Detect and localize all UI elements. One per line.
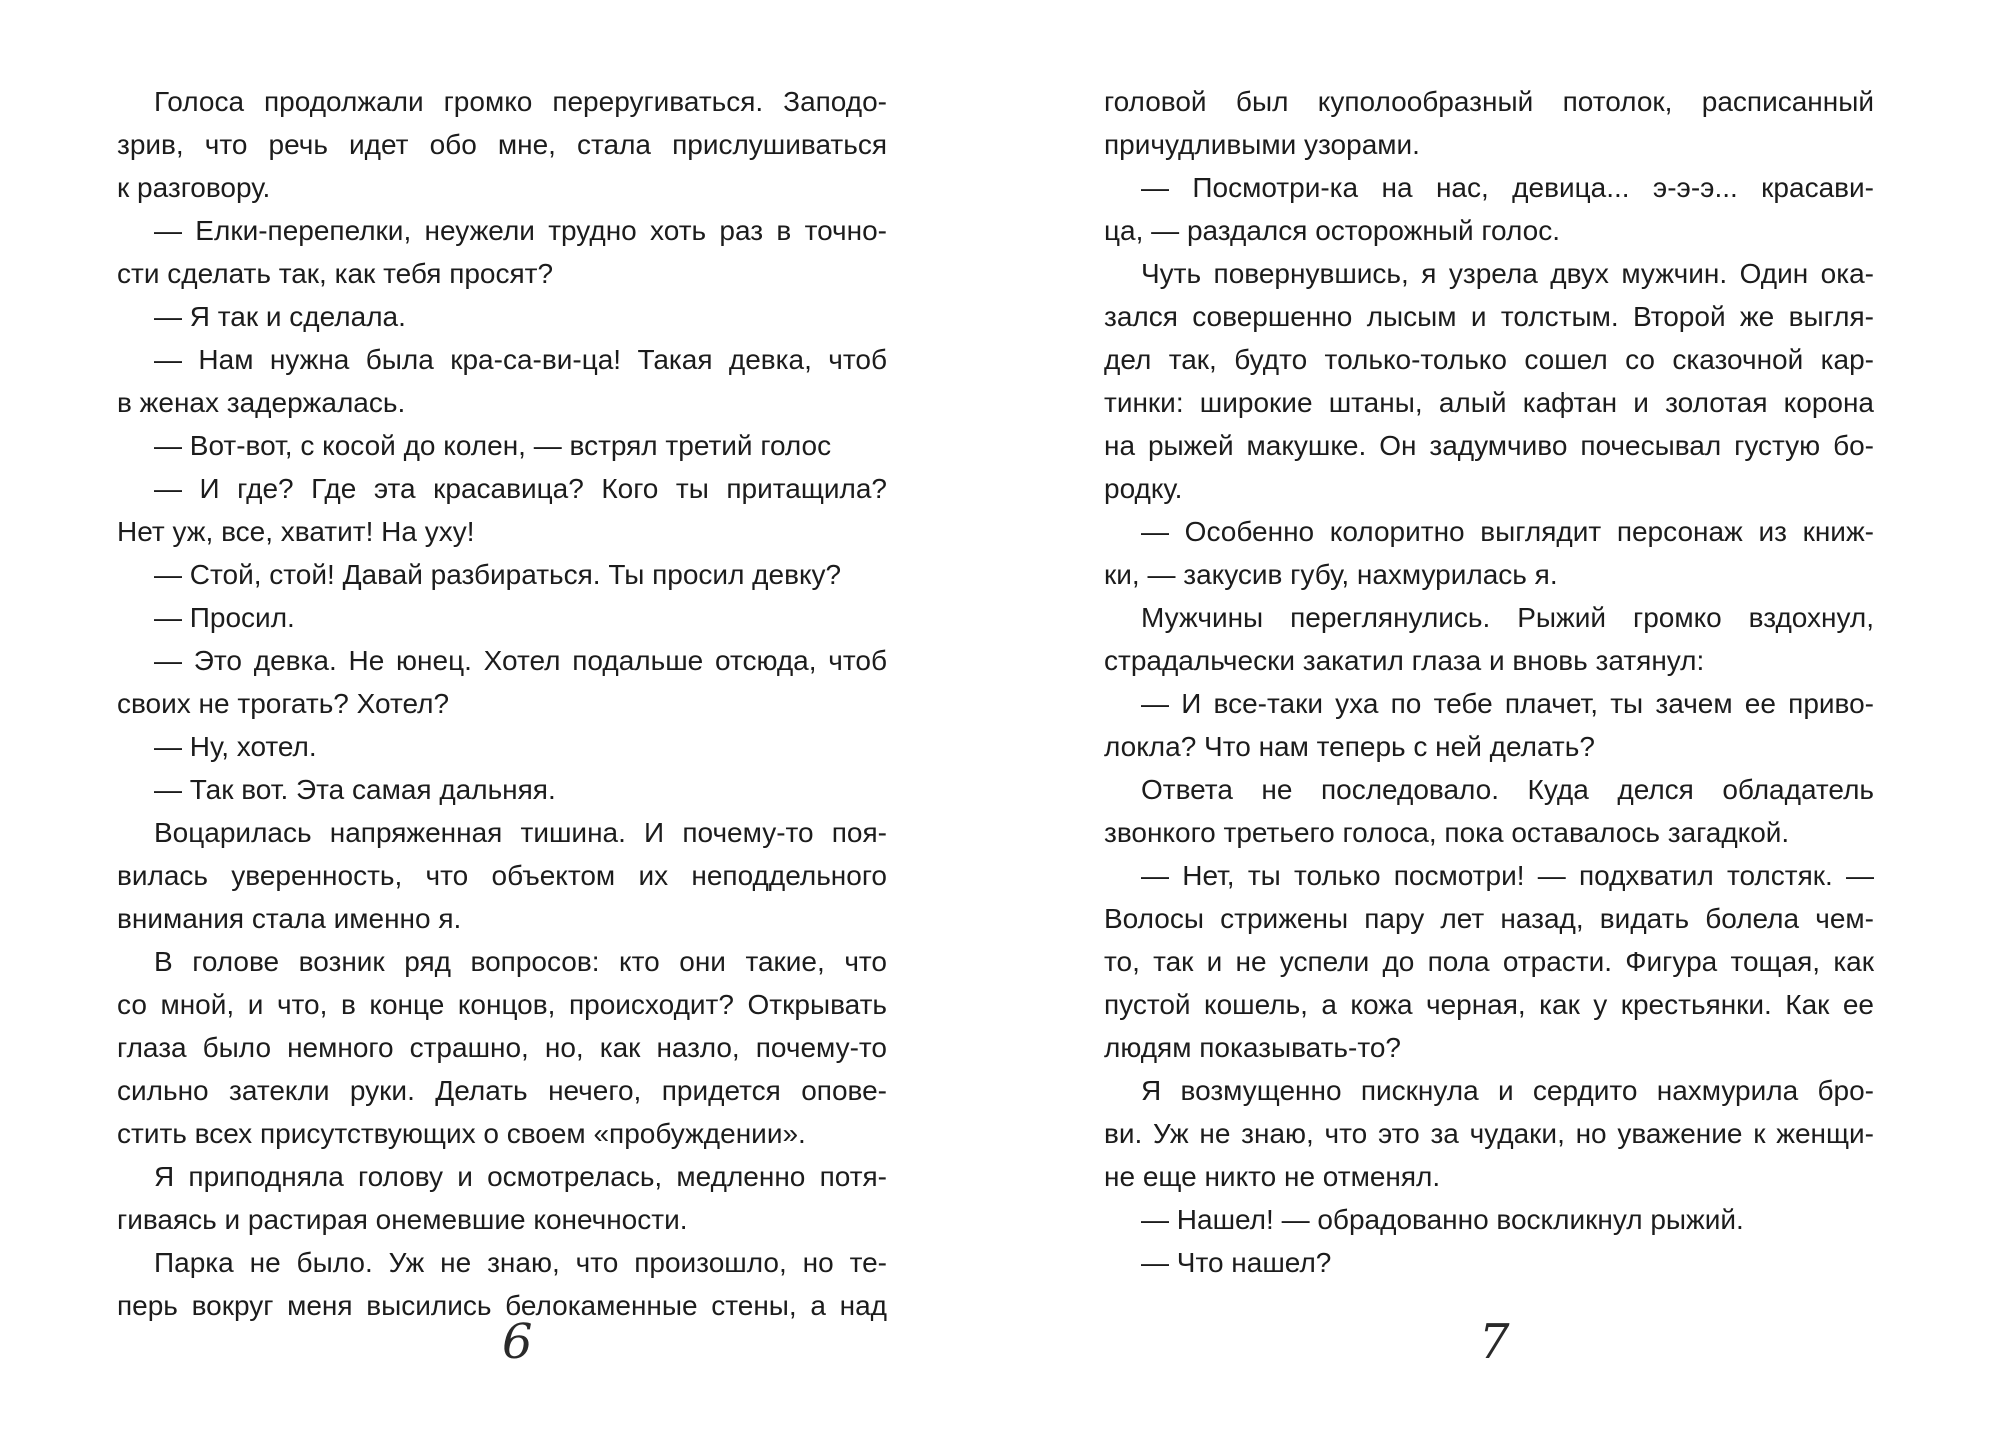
text-line: сильно затекли руки. Делать нечего, придется опове- xyxy=(117,1075,887,1106)
text-line: — Нет, ты только посмотри! — подхватил толстяк. — xyxy=(1141,860,1874,891)
page-number: 6 xyxy=(502,1314,533,1370)
text-line: в женах задержалась. xyxy=(117,387,406,418)
text-line: — Так вот. Эта самая дальняя. xyxy=(154,774,556,805)
text-line: головой был куполообразный потолок, расписанный xyxy=(1104,86,1874,117)
text-line: Воцарилась напряженная тишина. И почему-то поя- xyxy=(154,817,887,848)
text-line: локла? Что нам теперь с ней делать? xyxy=(1104,731,1595,762)
text-line: Я приподняла голову и осмотрелась, медленно потя- xyxy=(154,1161,887,1192)
text-line: дел так, будто только-только сошел со сказочной кар- xyxy=(1104,344,1874,375)
page-number: 7 xyxy=(1479,1314,1510,1370)
text-line: — Нам нужна была кра-са-ви-ца! Такая девка, чтоб xyxy=(154,344,887,375)
text-line: — Это девка. Не юнец. Хотел подальше отсюда, чтоб xyxy=(154,645,887,676)
text-line: со мной, и что, в конце концов, происходит? Открывать xyxy=(117,989,887,1020)
text-line: внимания стала именно я. xyxy=(117,903,462,934)
text-line: гиваясь и растирая онемевшие конечности. xyxy=(117,1204,688,1235)
text-line: ви. Уж не знаю, что это за чудаки, но уважение к женщи- xyxy=(1104,1118,1874,1149)
text-line: своих не трогать? Хотел? xyxy=(117,688,450,719)
text-line: В голове возник ряд вопросов: кто они такие, что xyxy=(154,946,887,977)
text-line: стить всех присутствующих о своем «пробуждении». xyxy=(117,1118,806,1149)
text-line: ки, — закусив губу, нахмурилась я. xyxy=(1104,559,1558,590)
text-line: Нет уж, все, хватит! На уху! xyxy=(117,516,475,547)
text-line: — Ну, хотел. xyxy=(154,731,317,762)
text-line: — Стой, стой! Давай разбираться. Ты просил девку? xyxy=(154,559,842,590)
text-line: — Елки-перепелки, неужели трудно хоть раз в точно- xyxy=(154,215,887,246)
text-line: зрив, что речь идет обо мне, стала прислушиваться xyxy=(117,129,887,160)
text-line: — Особенно колоритно выглядит персонаж из книж- xyxy=(1141,516,1874,547)
text-line: то, так и не успели до пола отрасти. Фигура тощая, как xyxy=(1104,946,1874,977)
text-line: — Нашел! — обрадованно воскликнул рыжий. xyxy=(1141,1204,1744,1235)
text-line: сти сделать так, как тебя просят? xyxy=(117,258,554,289)
text-line: родку. xyxy=(1104,473,1183,504)
text-line: Парка не было. Уж не знаю, что произошло, но те- xyxy=(154,1247,887,1278)
text-line: к разговору. xyxy=(117,172,271,203)
text-line: Ответа не последовало. Куда делся обладатель xyxy=(1141,774,1874,805)
text-line: вилась уверенность, что объектом их неподдельного xyxy=(117,860,887,891)
text-line: — Просил. xyxy=(154,602,295,633)
text-line: — И где? Где эта красавица? Кого ты притащила? xyxy=(154,473,887,504)
text-line: Чуть повернувшись, я узрела двух мужчин. Один ока- xyxy=(1141,258,1874,289)
text-line: Голоса продолжали громко переругиваться. Заподо- xyxy=(154,86,887,117)
text-line: звонкого третьего голоса, пока оставалось загадкой. xyxy=(1104,817,1790,848)
text-line: — Я так и сделала. xyxy=(154,301,406,332)
text-line: ца, — раздался осторожный голос. xyxy=(1104,215,1560,246)
text-line: — Что нашел? xyxy=(1141,1247,1332,1278)
text-line: людям показывать-то? xyxy=(1104,1032,1401,1063)
text-line: глаза было немного страшно, но, как назло, почему-то xyxy=(117,1032,887,1063)
text-line: Волосы стрижены пару лет назад, видать болела чем- xyxy=(1104,903,1874,934)
text-line: — И все-таки уха по тебе плачет, ты зачем ее приво- xyxy=(1141,688,1874,719)
text-line: Я возмущенно пискнула и сердито нахмурила бро- xyxy=(1141,1075,1874,1106)
text-line: тинки: широкие штаны, алый кафтан и золотая корона xyxy=(1104,387,1874,418)
text-line: не еще никто не отменял. xyxy=(1104,1161,1441,1192)
text-line: — Вот-вот, с косой до колен, — встрял третий голос xyxy=(154,430,832,461)
text-line: на рыжей макушке. Он задумчиво почесывал густую бо- xyxy=(1104,430,1874,461)
right-page-text xyxy=(1104,80,1874,1284)
text-line: пустой кошель, а кожа черная, как у крестьянки. Как ее xyxy=(1104,989,1874,1020)
text-line: перь вокруг меня высились белокаменные стены, а над xyxy=(117,1290,887,1321)
text-line: причудливыми узорами. xyxy=(1104,129,1420,160)
text-line: Мужчины переглянулись. Рыжий громко вздохнул, xyxy=(1141,602,1874,633)
text-line: страдальчески закатил глаза и вновь затянул: xyxy=(1104,645,1705,676)
text-line: — Посмотри-ка на нас, девица... э-э-э... красави- xyxy=(1141,172,1874,203)
left-page-text xyxy=(117,80,887,1327)
text-line: зался совершенно лысым и толстым. Второй же выгля- xyxy=(1104,301,1874,332)
